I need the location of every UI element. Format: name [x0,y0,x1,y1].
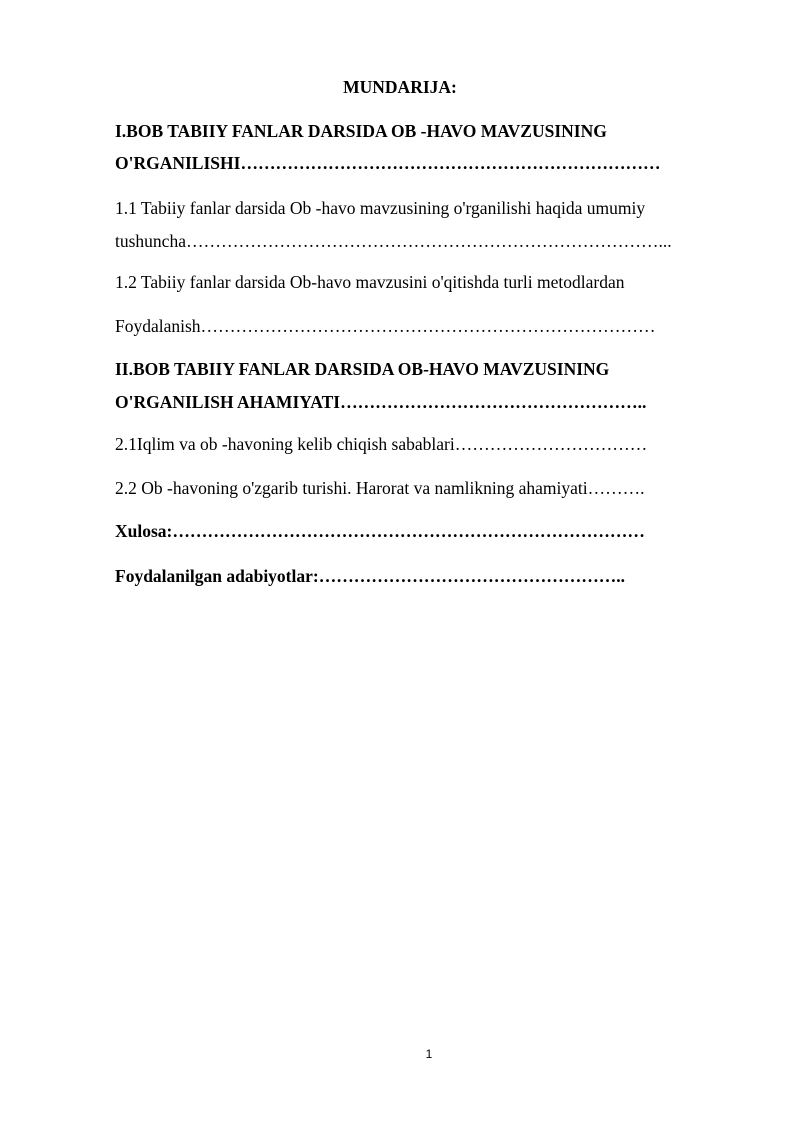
toc-section-1-2-line-2: Foydalanish…………………………………………………………………… [115,316,656,336]
toc-chapter-1-line-2: O'RGANILISHI……………………………………………………………… [115,153,661,173]
toc-section-1-1-line-1: 1.1 Tabiiy fanlar darsida Ob -havo mavzusining o'rganilishi haqida umumiy [115,198,646,218]
toc-section-2-1: 2.1Iqlim va ob -havoning kelib chiqish sabablari…………………………… [115,434,648,454]
toc-chapter-1-line-1: I.BOB TABIIY FANLAR DARSIDA OB -HAVO MAVZUSINING [115,121,607,141]
toc-chapter-2-line-1: II.BOB TABIIY FANLAR DARSIDA OB-HAVO MAVZUSINING [115,359,610,379]
toc-section-2-2: 2.2 Ob -havoning o'zgarib turishi. Harorat va namlikning ahamiyati………. [115,478,645,498]
toc-conclusion: Xulosa:……………………………………………………………………… [115,521,645,541]
page-number: 1 [425,1047,433,1061]
toc-references: Foydalanilgan adabiyotlar:…………………………………………….. [115,566,625,586]
toc-chapter-2-line-2: O'RGANILISH AHAMIYATI…………………………………………….. [115,392,647,412]
toc-title: MUNDARIJA: [343,77,457,97]
toc-section-1-2-line-1: 1.2 Tabiiy fanlar darsida Ob-havo mavzusini o'qitishda turli metodlardan [115,272,625,292]
toc-section-1-1-line-2: tushuncha………………………………………………………………………... [115,231,672,251]
